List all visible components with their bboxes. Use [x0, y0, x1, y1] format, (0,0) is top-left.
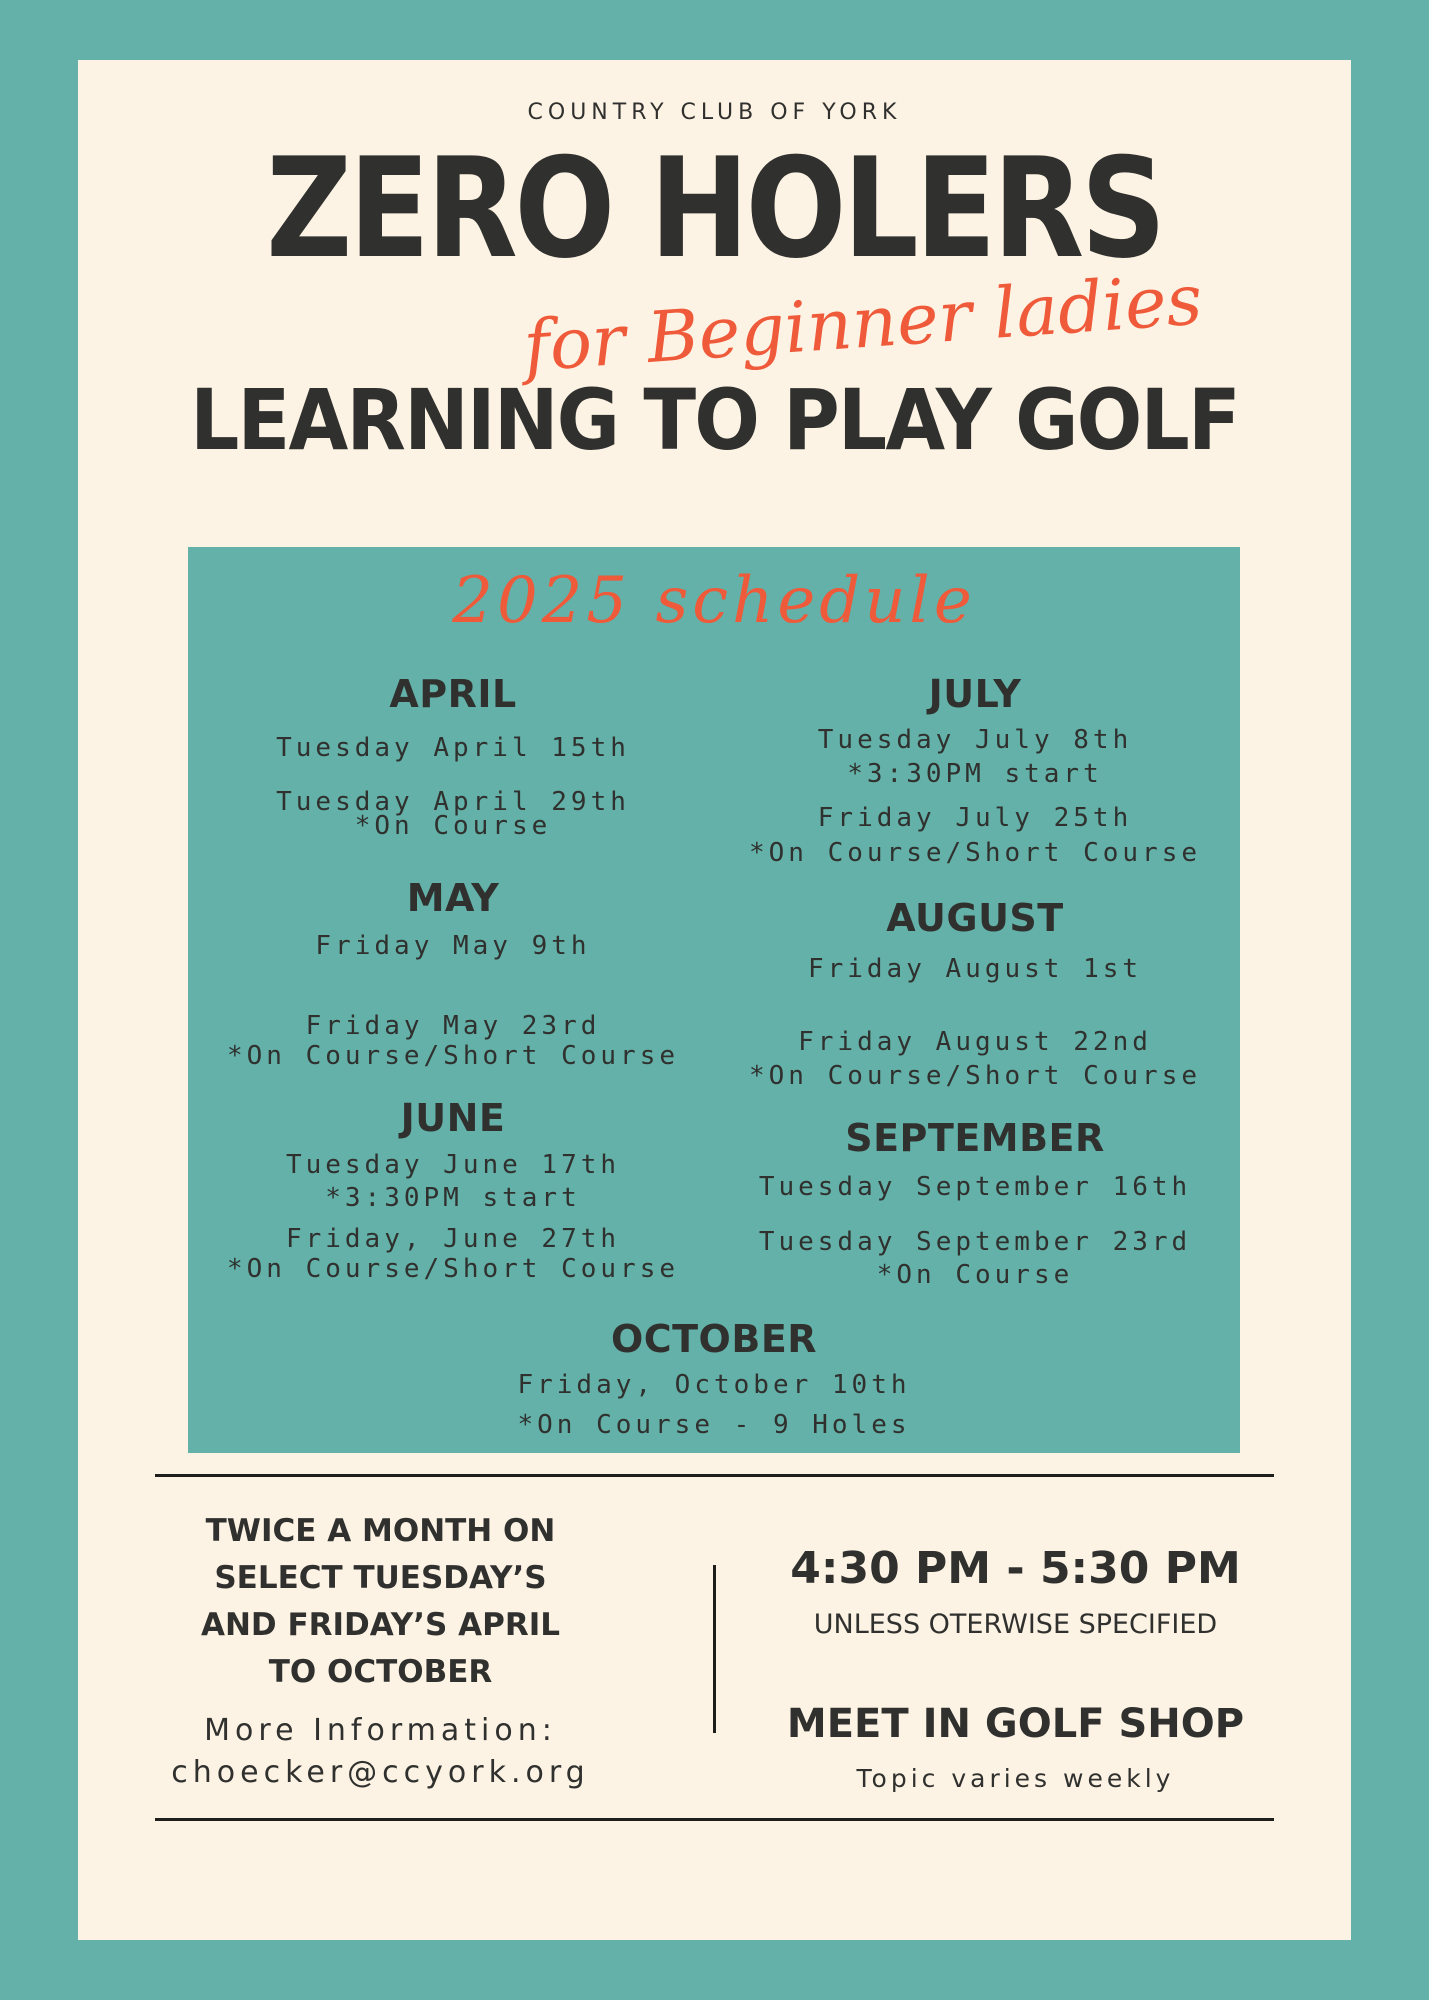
date-line: Friday, October 10th	[517, 1370, 911, 1400]
month-april: APRIL	[389, 672, 517, 716]
month-july: JULY	[928, 672, 1022, 716]
month-may: MAY	[406, 876, 500, 920]
note-line: *On Course/Short Course	[748, 1061, 1202, 1091]
page-title: ZERO HOLERS	[266, 128, 1163, 289]
meeting-location: MEET IN GOLF SHOP	[786, 1701, 1245, 1747]
session-time: 4:30 PM - 5:30 PM	[790, 1543, 1241, 1594]
note-line: *3:30PM start	[847, 759, 1103, 789]
date-line: Tuesday April 15th	[276, 733, 630, 763]
date-line: Tuesday April 29th	[276, 787, 630, 817]
note-line: *On Course/Short Course	[226, 1041, 680, 1071]
note-line: *3:30PM start	[325, 1183, 581, 1213]
note-line: *On Course	[876, 1260, 1074, 1290]
date-line: Friday July 25th	[817, 803, 1133, 833]
top-divider	[155, 1474, 1274, 1477]
schedule-panel	[188, 547, 1240, 1453]
topic-note: Topic varies weekly	[856, 1764, 1175, 1793]
frequency-line: TO OCTOBER	[268, 1654, 493, 1690]
club-name: COUNTRY CLUB OF YORK	[527, 100, 902, 125]
contact-email: choecker@ccyork.org	[171, 1755, 590, 1790]
month-september: SEPTEMBER	[845, 1116, 1105, 1160]
note-line: *On Course/Short Course	[226, 1254, 680, 1284]
subtitle: LEARNING TO PLAY GOLF	[190, 371, 1239, 469]
script-subtitle: for Beginner ladies	[520, 258, 1205, 388]
time-block	[758, 1543, 1273, 1793]
date-line: Tuesday September 23rd	[758, 1227, 1192, 1257]
frequency-line: AND FRIDAY’S APRIL	[200, 1607, 560, 1643]
frequency-line: TWICE A MONTH ON	[205, 1513, 556, 1549]
date-line: Friday August 22nd	[798, 1027, 1152, 1057]
schedule-heading: 2025 schedule	[452, 564, 976, 638]
note-line: *On Course/Short Course	[748, 838, 1202, 868]
date-line: Tuesday September 16th	[758, 1172, 1192, 1202]
date-line: Tuesday June 17th	[285, 1150, 621, 1180]
frequency-line: SELECT TUESDAY’S	[214, 1560, 547, 1596]
schedule-final-block	[188, 547, 1240, 1447]
vertical-divider	[713, 1565, 716, 1733]
date-line: Friday May 23rd	[305, 1011, 601, 1041]
note-line: *On Course	[354, 811, 552, 841]
time-note: UNLESS OTERWISE SPECIFIED	[813, 1609, 1218, 1640]
flyer-card	[78, 60, 1351, 1940]
date-line: Friday August 1st	[807, 954, 1143, 984]
more-info-label: More Information:	[204, 1713, 557, 1748]
bottom-divider	[155, 1818, 1274, 1821]
month-june: JUNE	[400, 1096, 506, 1140]
date-line: Friday May 9th	[315, 931, 591, 961]
month-august: AUGUST	[886, 896, 1064, 940]
date-line: Friday, June 27th	[285, 1224, 621, 1254]
month-october: OCTOBER	[610, 1317, 818, 1361]
date-line: Tuesday July 8th	[817, 725, 1133, 755]
note-line: *On Course - 9 Holes	[517, 1410, 911, 1440]
frequency-block	[138, 1508, 623, 1794]
